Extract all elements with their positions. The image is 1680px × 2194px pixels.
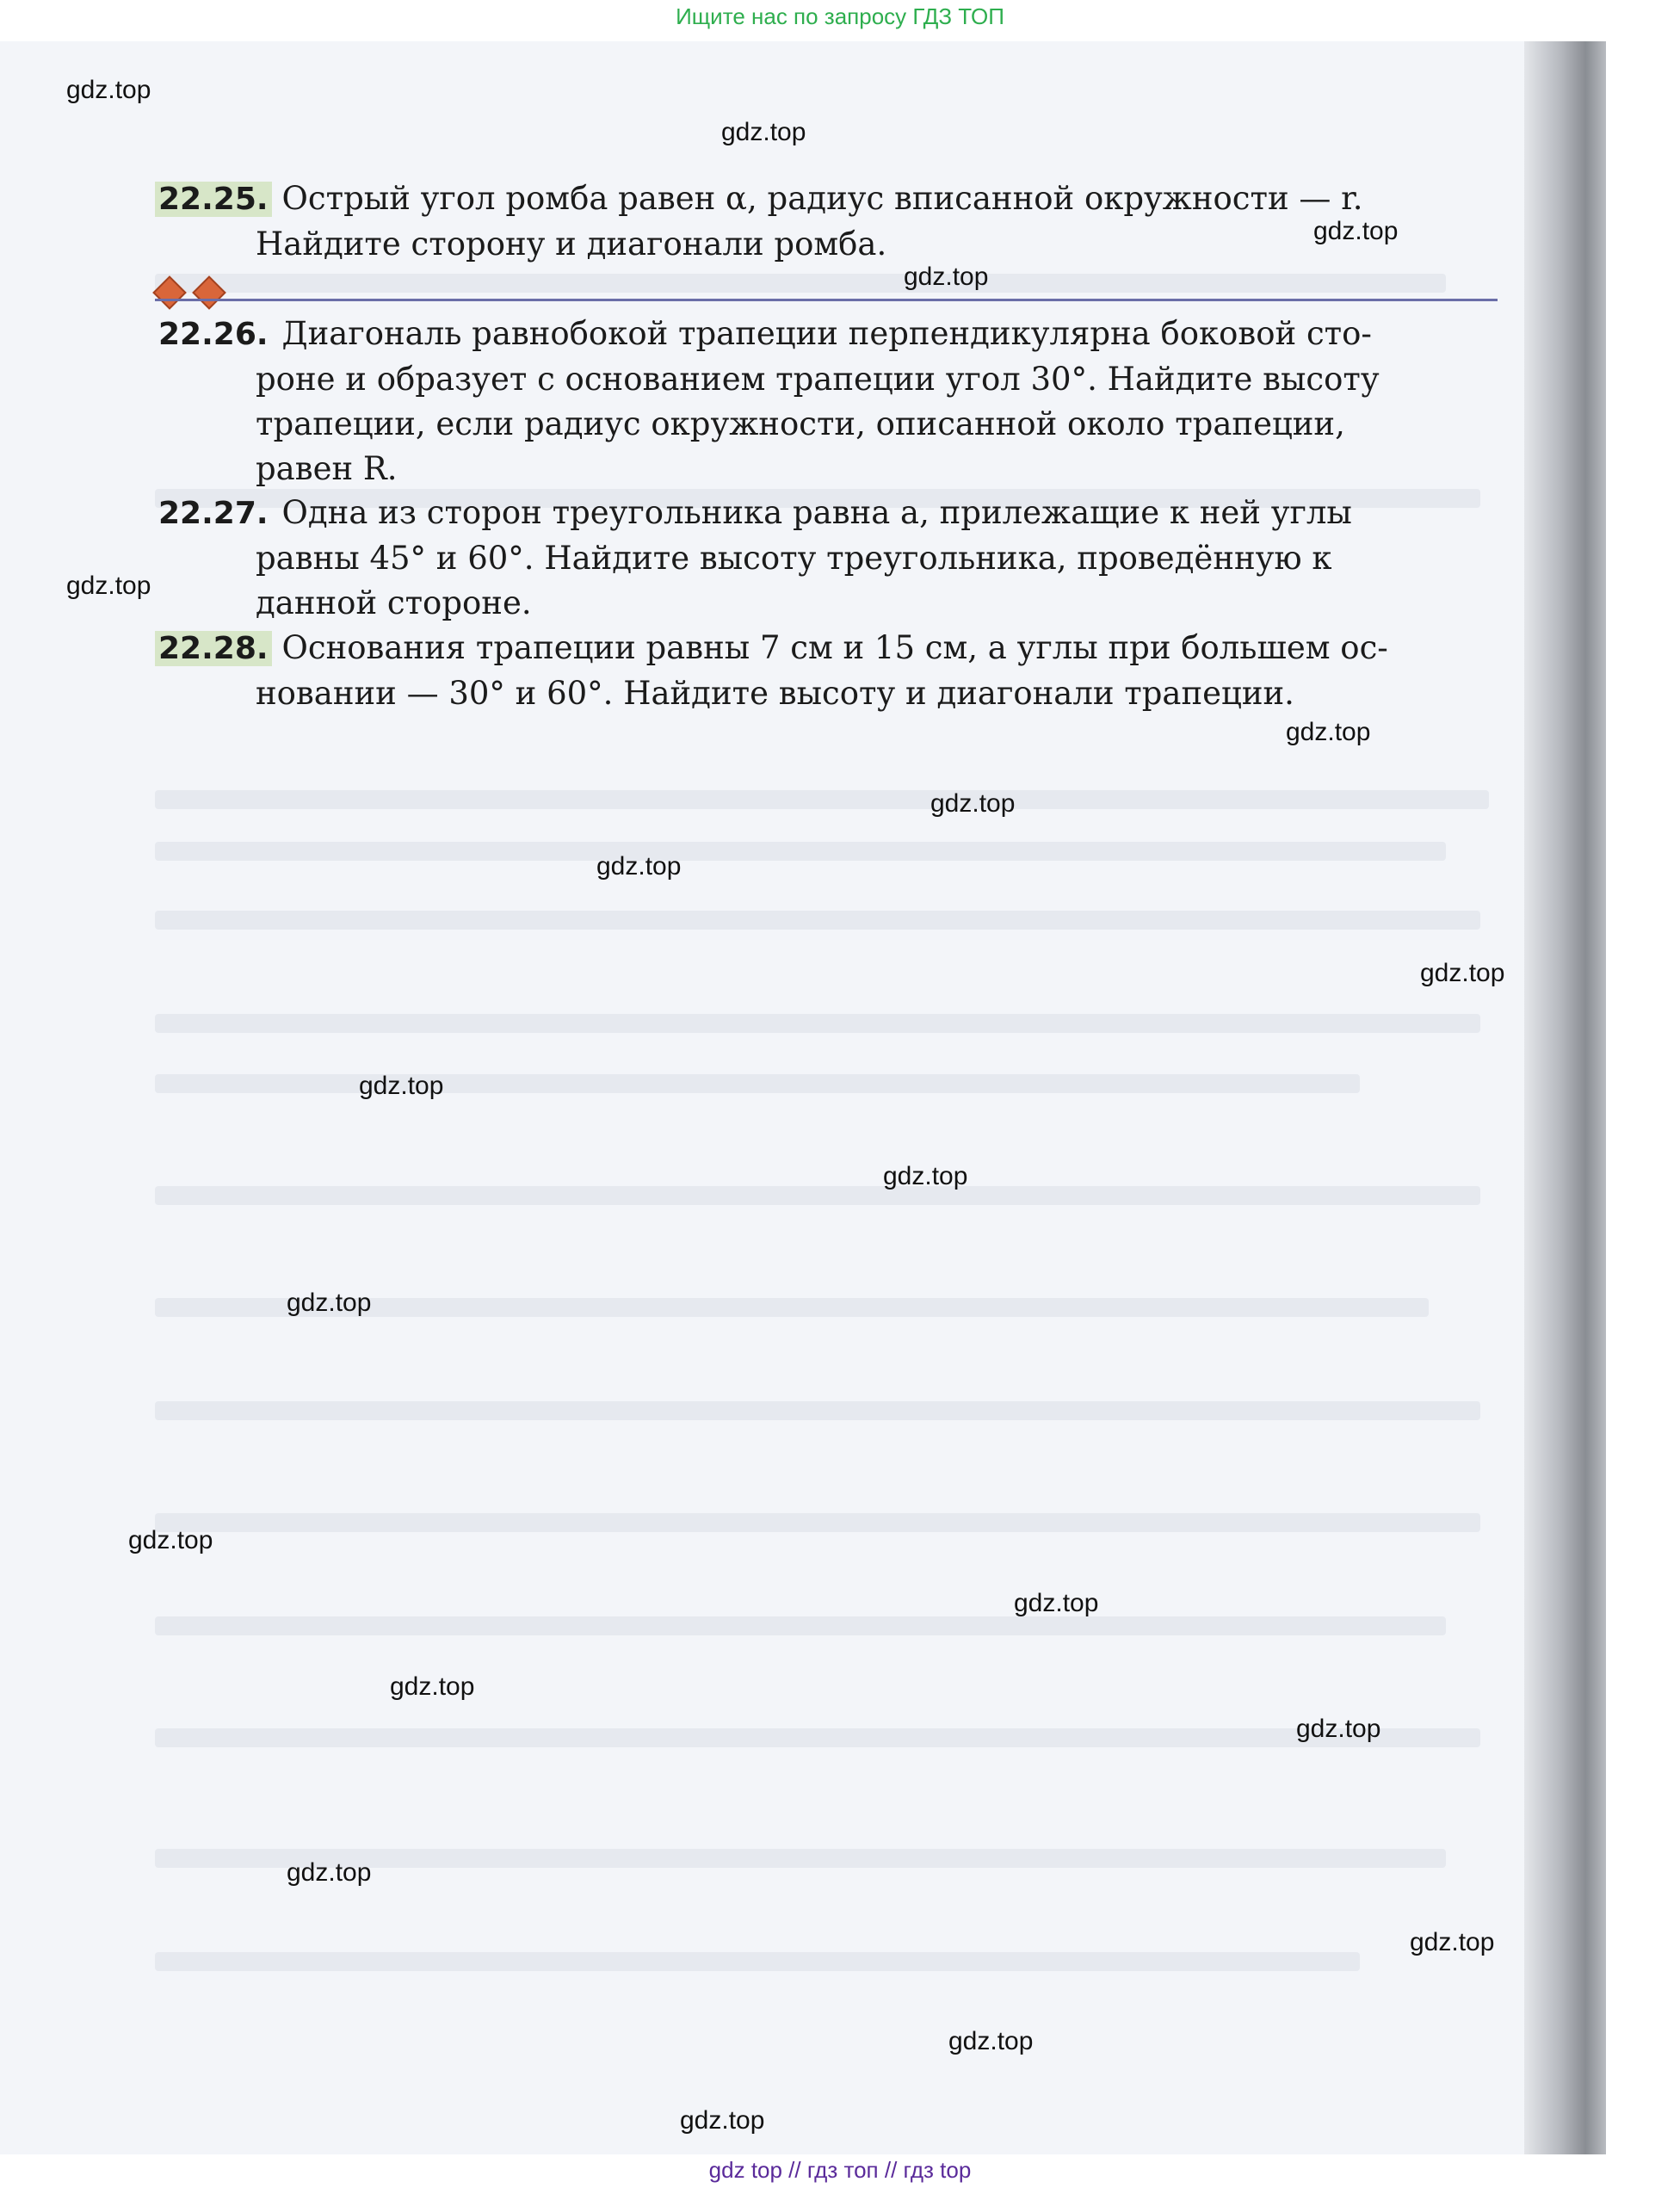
section-divider xyxy=(155,299,1498,301)
watermark: gdz.top xyxy=(883,1162,968,1190)
problem-text: Одна из сторон треугольника равна a, прилежащие к ней углы xyxy=(281,494,1352,531)
problem-22-28 xyxy=(155,626,1498,716)
footer-links[interactable]: gdz top // гдз топ // гдз top xyxy=(708,2157,972,2183)
bleed-through-text xyxy=(155,1728,1480,1747)
bleed-through-text xyxy=(155,1074,1360,1093)
bleed-through-text xyxy=(155,1186,1480,1205)
problem-text: роне и образует с основанием трапеции угол 30°. Найдите высоту xyxy=(256,361,1380,398)
watermark: gdz.top xyxy=(1410,1928,1495,1956)
watermark: gdz.top xyxy=(680,2106,765,2135)
watermark: gdz.top xyxy=(904,263,989,291)
problem-text: Диагональ равнобокой трапеции перпендикулярна боковой сто- xyxy=(281,315,1372,352)
bleed-through-text xyxy=(155,1952,1360,1971)
problem-text: данной стороне. xyxy=(256,584,532,621)
bleed-through-text xyxy=(155,274,1446,293)
watermark: gdz.top xyxy=(287,1858,372,1887)
bleed-through-text xyxy=(155,1616,1446,1635)
bleed-through-text xyxy=(155,1513,1480,1532)
diamond-icon xyxy=(192,275,226,310)
page-binding-shadow xyxy=(1524,41,1606,2154)
watermark: gdz.top xyxy=(1286,718,1371,746)
bleed-through-text xyxy=(155,842,1446,861)
watermark: gdz.top xyxy=(128,1526,213,1554)
watermark: gdz.top xyxy=(66,572,151,600)
top-banner[interactable]: Ищите нас по запросу ГДЗ ТОП xyxy=(676,3,1004,29)
problem-text: Острый угол ромба равен α, радиус вписанной окружности — r. xyxy=(281,180,1363,217)
watermark: gdz.top xyxy=(721,118,806,146)
watermark: gdz.top xyxy=(1014,1589,1099,1617)
watermark: gdz.top xyxy=(948,2027,1034,2055)
watermark: gdz.top xyxy=(1420,959,1505,987)
problem-number: 22.28. xyxy=(155,631,272,666)
problem-22-25 xyxy=(155,176,1498,267)
bleed-through-text xyxy=(155,911,1480,930)
bleed-through-text xyxy=(155,1014,1480,1033)
problem-22-27 xyxy=(155,491,1498,626)
problem-number: 22.27. xyxy=(158,496,269,531)
watermark: gdz.top xyxy=(1313,217,1399,245)
bleed-through-text xyxy=(155,1401,1480,1420)
watermark: gdz.top xyxy=(359,1072,444,1100)
problem-text: новании — 30° и 60°. Найдите высоту и диагонали трапеции. xyxy=(256,675,1294,712)
problem-text: равны 45° и 60°. Найдите высоту треугольника, проведённую к xyxy=(256,540,1332,577)
watermark: gdz.top xyxy=(66,76,151,104)
problem-text: трапеции, если радиус окружности, описанной около трапеции, xyxy=(256,405,1345,442)
problem-text: Основания трапеции равны 7 см и 15 см, а углы при большем ос- xyxy=(281,629,1388,666)
problem-text: Найдите сторону и диагонали ромба. xyxy=(256,226,887,263)
problem-22-26 xyxy=(155,312,1498,491)
watermark: gdz.top xyxy=(596,852,682,881)
watermark: gdz.top xyxy=(390,1672,475,1701)
problem-number: 22.26. xyxy=(158,317,269,352)
watermark: gdz.top xyxy=(287,1289,372,1317)
watermark: gdz.top xyxy=(1296,1715,1381,1743)
problem-text: равен R. xyxy=(256,450,398,487)
problem-number: 22.25. xyxy=(155,182,272,217)
bleed-through-text xyxy=(155,790,1489,809)
diamond-icon xyxy=(152,275,187,310)
difficulty-marker xyxy=(158,277,221,306)
watermark: gdz.top xyxy=(930,789,1016,818)
